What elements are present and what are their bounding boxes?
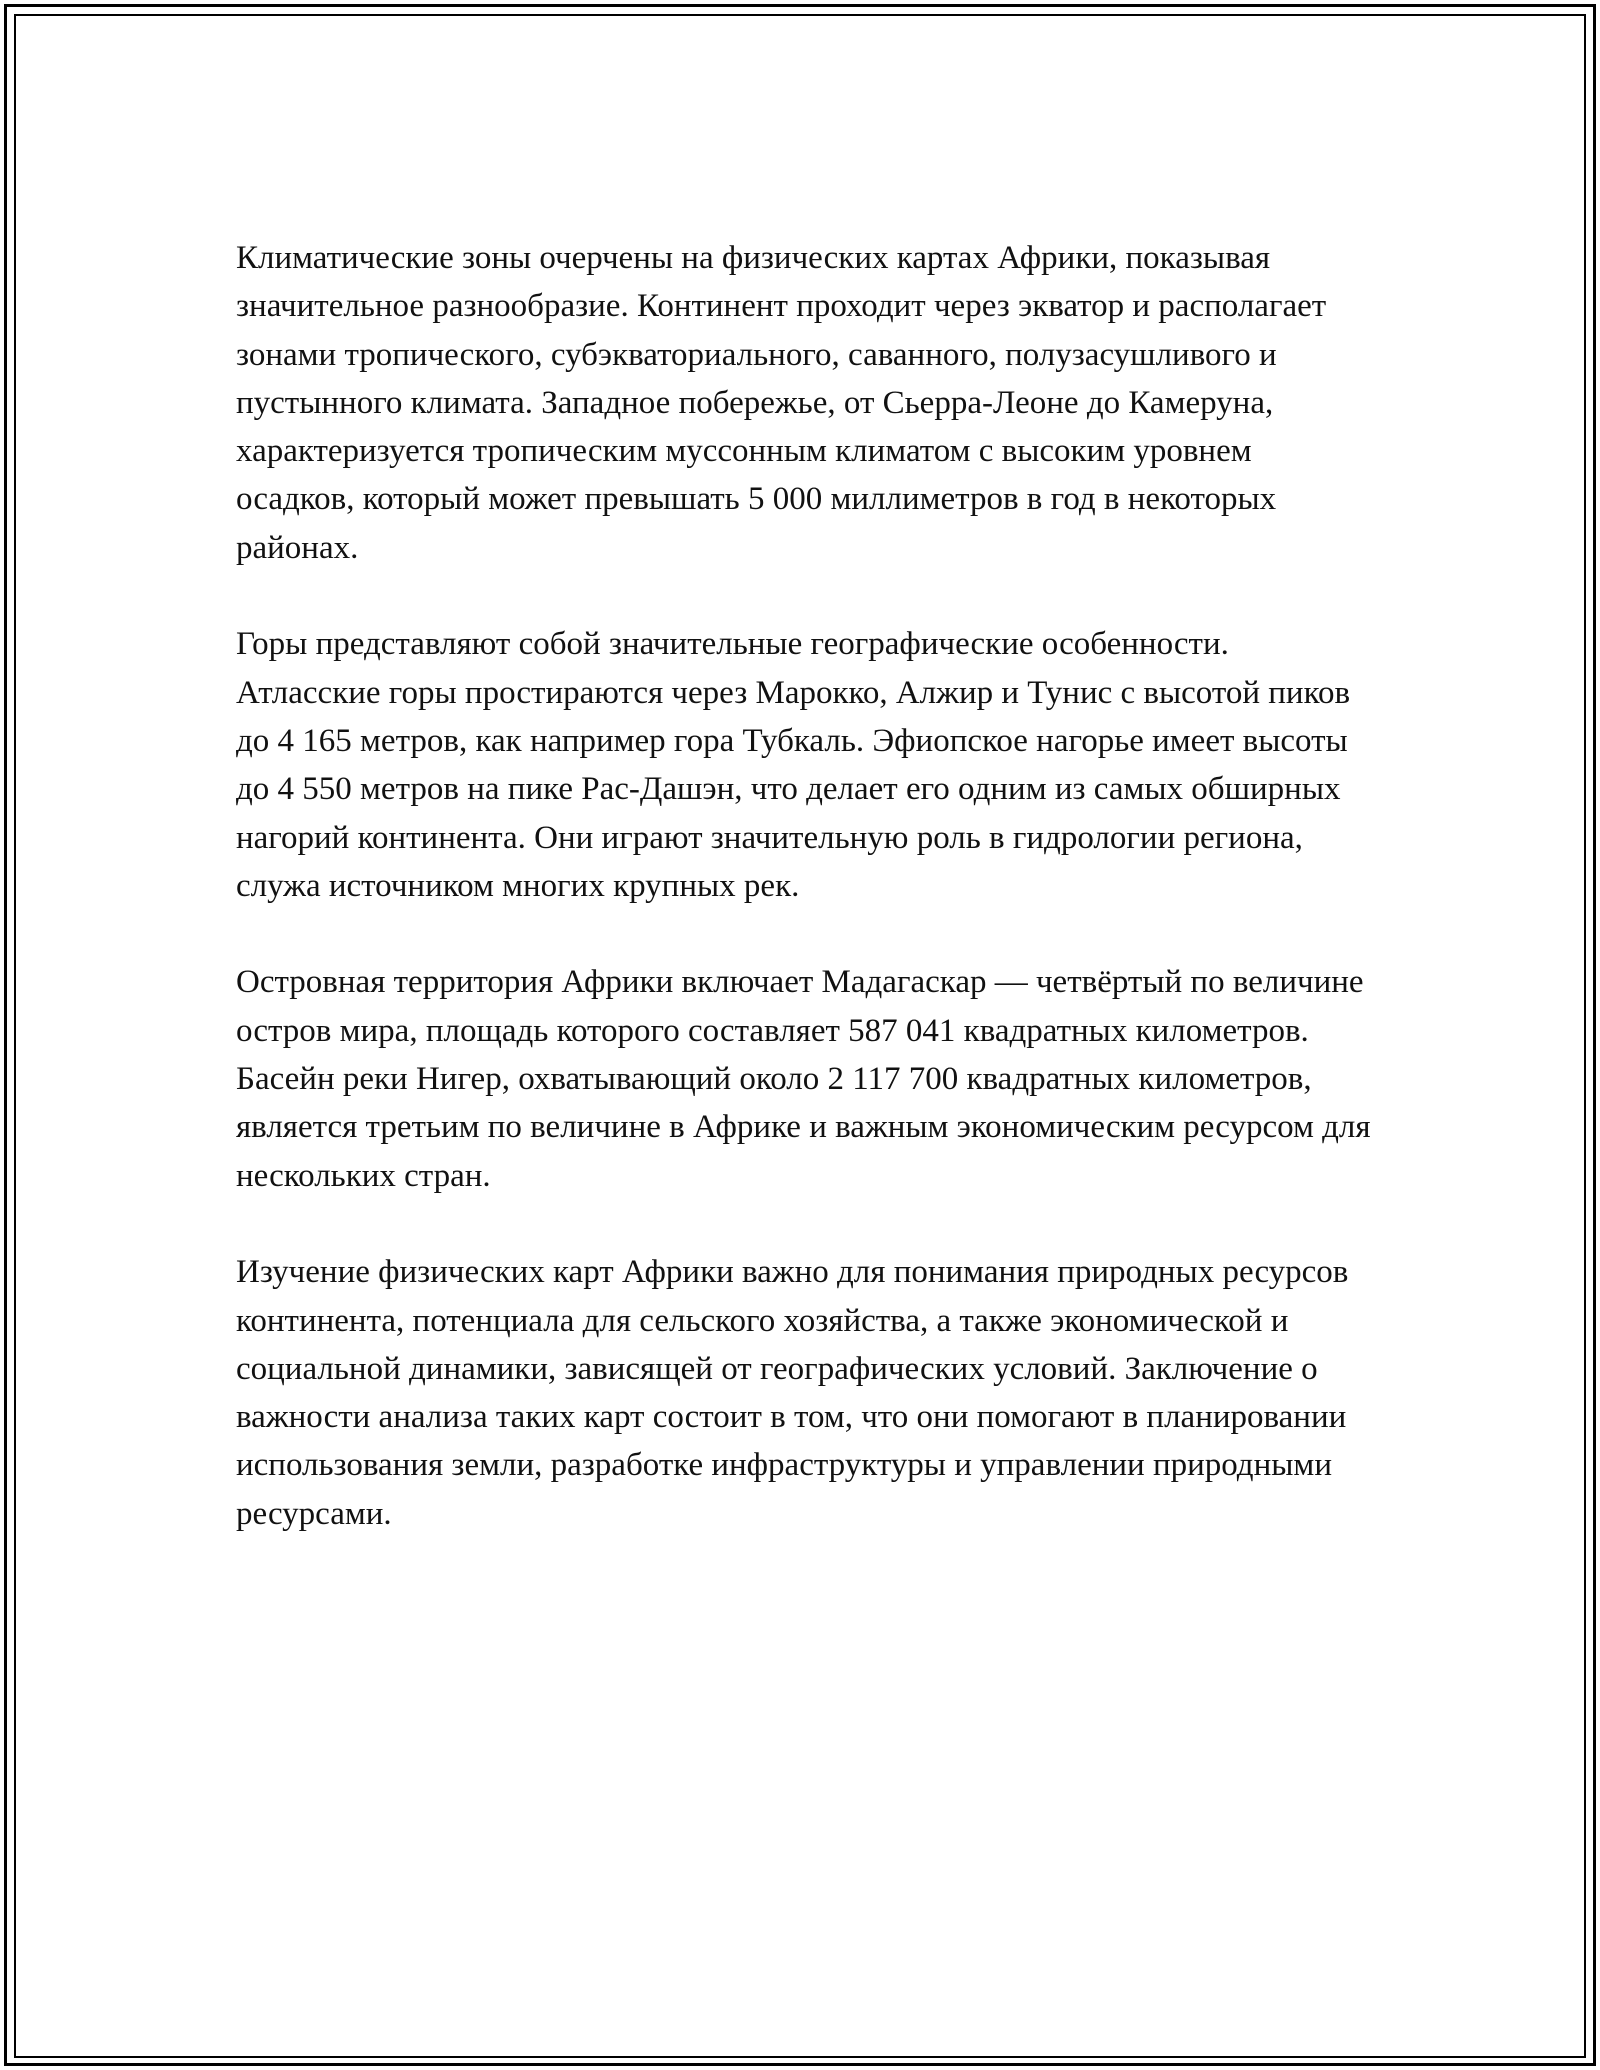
paragraph-conclusion: Изучение физических карт Африки важно для понимания природных ресурсов континента, потенциала для сельского хозяйства, а также экономической и социальной динамики, зависящей от географических условий. Заключение о важности анализа таких карт состоит в том, что они помогают в планировании использования земли, разработке инфраструктуры и управлении природными ресурсами. bbox=[236, 1254, 1349, 1532]
paragraph-islands-rivers: Островная территория Африки включает Мадагаскар — четвёртый по величине остров мира, площадь которого составляет 587 041 квадратных километров. Басейн реки Нигер, охватывающий около 2 117 700 квадратных километров, является третьим по величине в Африке и важным экономическим ресурсом для нескольких стран. bbox=[236, 964, 1371, 1194]
paragraph-climate: Климатические зоны очерчены на физических картах Африки, показывая значительное разнообразие. Континент проходит через экватор и располагает зонами тропического, субэкваториального, саванного, полузасушливого и пустынного климата. Западное побережье, от Сьерра-Леоне до Камеруна, характеризуется тропическим муссонным климатом с высоким уровнем осадков, который может превышать 5 000 миллиметров в год в некоторых районах. bbox=[236, 240, 1327, 566]
paragraph-mountains: Горы представляют собой значительные географические особенности. Атласские горы простираются через Марокко, Алжир и Тунис с высотой пиков до 4 165 метров, как например гора Тубкаль. Эфиопское нагорье имеет высоты до 4 550 метров на пике Рас-Дашэн, что делает его одним из самых обширных нагорий континента. Они играют значительную роль в гидрологии региона, служа источником многих крупных рек. bbox=[236, 626, 1351, 904]
document-body bbox=[236, 234, 1376, 1586]
